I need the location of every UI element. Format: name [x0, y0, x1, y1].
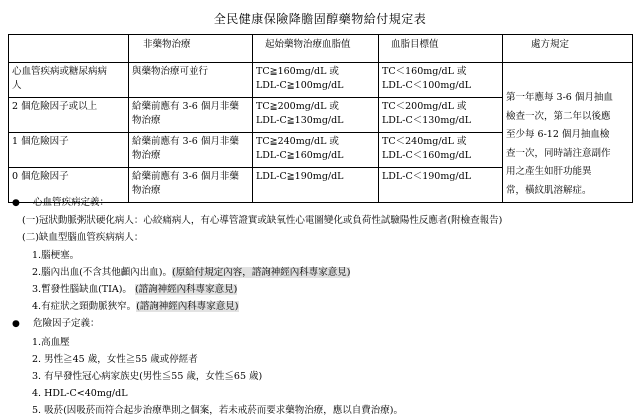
row-target-text: LDL-C＜190mg/dL — [382, 171, 472, 182]
risk-item-3: 3. 有早發性冠心病家族史(男性≦55 歲，女性≦65 歲) — [32, 371, 263, 383]
row-start-text: TC≧200mg/dL 或 — [256, 101, 339, 112]
prescription-cell — [503, 63, 633, 203]
row-nondrug-text: 與藥物治療可並行 — [132, 66, 209, 77]
cvd-subitem-1: 1.腦梗塞。 — [32, 249, 80, 261]
bullet-icon: ● — [12, 198, 20, 208]
row-nondrug-text: 給藥前應有 3-6 個月非藥 — [132, 171, 239, 182]
row-start-cell — [253, 133, 379, 168]
row-group-text: 2 個危險因子或以上 — [12, 101, 98, 112]
prescription-text: 常，橫紋肌溶解症。 — [506, 184, 592, 196]
row-group-cell — [9, 133, 129, 168]
row-nondrug-text: 物治療 — [132, 185, 161, 196]
table-header-row — [9, 35, 633, 63]
row-nondrug-cell — [129, 63, 253, 98]
header-nondrug: 非藥物治療 — [129, 35, 253, 63]
cvd-item-1: (一)冠狀動脈粥狀硬化病人：心絞痛病人，有心導管證實或缺氧性心電圖變化或負荷性試驗陽性反應者(附檢查報告) — [22, 215, 503, 227]
cvd-heading: 心血管疾病定義： — [33, 197, 110, 208]
row-nondrug-text: 給藥前應有 3-6 個月非藥 — [132, 136, 239, 147]
row-group-text: 人 — [12, 80, 22, 91]
prescription-text: 檢查一次，第二年以後應 — [506, 110, 611, 122]
risk-item-2: 2. 男性≧45 歲，女性≧55 歲或停經者 — [32, 353, 198, 365]
row-start-text: LDL-C≧130mg/dL — [256, 115, 344, 126]
prescription-text: 至少每 6-12 個月抽血檢 — [506, 129, 610, 140]
regulation-table — [8, 34, 633, 203]
row-start-text: LDL-C≧160mg/dL — [256, 150, 344, 161]
row-nondrug-text: 物治療 — [132, 150, 161, 161]
row-target-text: TC＜200mg/dL 或 — [382, 101, 467, 112]
row-target-text: LDL-C＜100mg/dL — [382, 80, 472, 91]
risk-item-4: 4. HDL-C<40mg/dL — [32, 388, 128, 400]
header-target-value: 血脂目標值 — [379, 35, 503, 63]
row-group-text: 心血管疾病或糖尿病病 — [12, 66, 108, 77]
risk-heading-line — [12, 315, 632, 333]
header-group — [9, 35, 129, 63]
row-start-text: LDL-C≧100mg/dL — [256, 80, 344, 91]
row-group-text: 0 個危險因子 — [12, 171, 69, 182]
row-target-text: TC＜160mg/dL 或 — [382, 66, 467, 77]
cvd-subitem-text: 3.暫發性腦缺血(TIA)。 — [32, 284, 132, 296]
header-prescription: 處方規定 — [503, 35, 633, 63]
row-target-cell — [379, 63, 503, 98]
header-start-value: 起始藥物治療血脂值 — [253, 35, 379, 63]
row-target-text: LDL-C＜160mg/dL — [382, 150, 472, 161]
bullet-icon: ● — [12, 319, 20, 330]
row-start-cell — [253, 98, 379, 133]
prescription-text: 用之產生如肝功能異 — [506, 166, 592, 177]
cvd-subitem-3 — [12, 281, 632, 298]
risk-heading: 危險因子定義： — [33, 318, 100, 330]
cvd-subitem-4 — [12, 298, 632, 315]
prescription-text: 查一次，同時請注意副作 — [506, 147, 611, 159]
row-target-text: TC＜240mg/dL 或 — [382, 136, 467, 147]
prescription-text: 第一年應每 3-6 個月抽血 — [506, 92, 613, 103]
cvd-subitem-text: 2.腦內出血(不含其他顱內出血)。 — [32, 266, 172, 278]
document-title: 全民健康保險降膽固醇藥物給付規定表 — [213, 12, 427, 26]
table-row — [9, 63, 633, 98]
row-nondrug-cell — [129, 98, 253, 133]
row-start-text: TC≧160mg/dL 或 — [256, 66, 339, 77]
row-target-cell — [379, 133, 503, 168]
definitions-section — [12, 194, 632, 420]
cvd-item-2: (二)缺血型腦血管疾病病人： — [22, 232, 144, 244]
row-start-cell — [253, 63, 379, 98]
row-group-text: 1 個危險因子 — [12, 136, 69, 147]
risk-item-5: 5. 吸菸(因吸菸而符合起步治療準則之個案，若未戒菸而要求藥物治療，應以自費治療)。 — [32, 405, 403, 417]
row-nondrug-text: 給藥前應有 3-6 個月非藥 — [132, 101, 239, 112]
row-nondrug-text: 物治療 — [132, 115, 161, 126]
row-start-text: LDL-C≧190mg/dL — [256, 171, 344, 182]
row-start-text: TC≧240mg/dL 或 — [256, 136, 339, 147]
row-nondrug-cell — [129, 133, 253, 168]
row-target-cell — [379, 98, 503, 133]
highlight-note: (諮詢神經內科專家意見) — [136, 301, 239, 313]
row-group-cell — [9, 63, 129, 98]
row-group-cell — [9, 98, 129, 133]
risk-item-1: 1.高血壓 — [32, 336, 70, 348]
row-target-text: LDL-C＜130mg/dL — [382, 115, 472, 126]
highlight-note: (原給付規定內容，諮詢神經內科專家意見) — [171, 266, 351, 278]
cvd-subitem-text: 4.有症狀之頸動脈狹窄。 — [32, 301, 137, 313]
highlight-note: (諮詢神經內科專家意見) — [134, 284, 238, 296]
cvd-subitem-2 — [12, 264, 632, 281]
cvd-heading-line — [12, 194, 632, 212]
